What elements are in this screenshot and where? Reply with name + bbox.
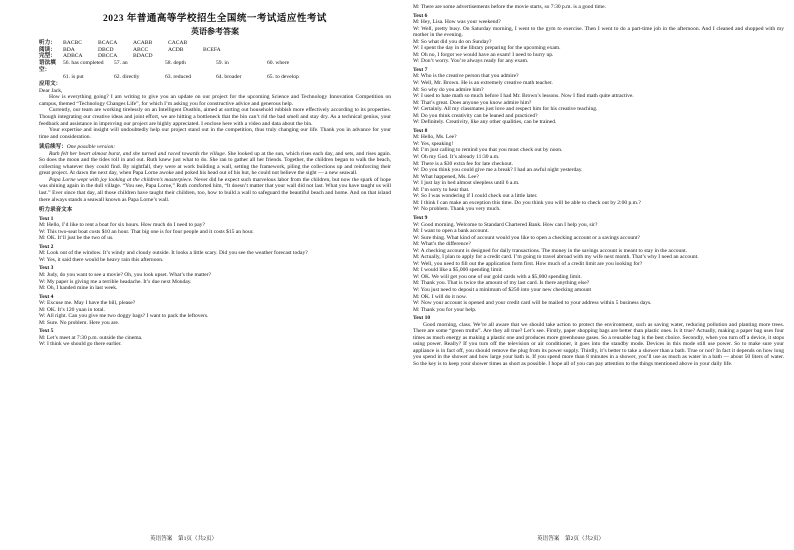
- fill-answer: 58. depth: [165, 60, 186, 67]
- transcript-line: M: What’s the difference?: [413, 241, 471, 248]
- transcript-heading: Text 3: [39, 265, 54, 272]
- transcript-heading: Text 8: [413, 127, 428, 134]
- transcript-line: M: Thank you. That is twice the amount of my last card. Is there anything else?: [413, 280, 590, 287]
- transcript-line: M: What happened, Ms. Lee?: [413, 173, 479, 180]
- transcript-line: M: OK. I will do it now.: [413, 293, 467, 300]
- fill-answer: 56. has completed: [63, 60, 104, 67]
- transcript-line: M: Thank you for your help.: [413, 306, 477, 313]
- answer-cell: DBCD: [98, 46, 114, 53]
- answer-row-label: 听力：: [39, 40, 56, 46]
- transcript-line: M: Let’s meet at 7:30 p.m. outside the cinema.: [39, 334, 143, 341]
- transcript-line: M: Do you think creativity can be leaned and practiced?: [413, 112, 538, 119]
- transcript-line: M: Sure. No problem. Here you are.: [39, 319, 120, 326]
- transcript-line: M: Judy, do you want to see a movie? Oh, you look upset. What’s the matter?: [39, 271, 212, 278]
- fill-answer: 62. directly: [114, 73, 140, 80]
- answer-cell: ACDB: [168, 46, 184, 53]
- transcript-line: W: Definitely. Creativity, like any other qualities, can be trained.: [413, 119, 557, 126]
- transcript-heading: Text 10: [413, 315, 431, 322]
- story-paragraph: [39, 151, 391, 177]
- fill-spacer: [39, 74, 63, 81]
- transcript-line: W: Well, you need to fill out the application form first. How much of a credit limit are you looking for?: [413, 260, 643, 267]
- answer-cell: BDACD: [133, 53, 153, 60]
- writing-label: 应用文：: [39, 81, 62, 88]
- transcript-heading: Text 5: [39, 328, 54, 335]
- transcript-heading: Text 9: [413, 214, 428, 221]
- transcript-line: W: Don’t worry. You’re always ready for any exam.: [413, 58, 529, 65]
- left-transcripts: [39, 216, 391, 348]
- transcript-line: W: OK. We will get you one of our gold cards with a $5,000 spending limit.: [413, 273, 582, 280]
- answer-cell: CACAB: [168, 40, 188, 46]
- fill-answer: 63. reduced: [165, 73, 192, 80]
- transcript-line: M: There are some advertisements before the movie starts, so 7:30 p.m. is a good time.: [413, 4, 606, 10]
- fill-answer: 57. an: [114, 60, 128, 67]
- transcript-line: W: I spent the day in the library preparing for the upcoming exam.: [413, 45, 561, 52]
- text10-paragraph: Good morning, class. We’re all aware that we should take action to protect the environment, such as saving water, reducing pollution and planting more trees. There are some “green truths”. Are they all true? Let’s see. Firstly, paper shopping bags are better than plastic ones. Is it true? Actually, making a paper bag uses four times as much energy as making a plastic one and produces more greenhouse gases. So a reusable bag is the best choice. Secondly, when you turn off a device, it stops using power. Really? If you turn off the television or air conditioner, it goes into the standby mode. Devices in this mode still use power. So to make sure your appliance is in fact off, you should remove the plug from its power supply. Thirdly, it’s better to take a shower than a bath. True or not? In fact it depends on how long you spend in the shower and how large your bath is. If you spend more than 8 minutes in a shower, you’ll use as much as water in a bath — about 50 liters of water. So the key is to keep your shower times as short as possible. I hope all of you can pay attention to the things mentioned above in your daily life.: [413, 321, 784, 367]
- transcript-line: M: So why do you admire him?: [413, 86, 484, 93]
- transcript-heading: Text 2: [39, 243, 54, 250]
- answer-cell: ABCC: [133, 46, 149, 53]
- transcript-line: M: I’m sorry to hear that.: [413, 186, 470, 193]
- transcript-line: M: Hey, Lisa. How was your weekend?: [413, 19, 501, 26]
- letter-greeting: Dear Jack,: [39, 87, 63, 94]
- fill-answer: 60. where: [267, 60, 290, 67]
- transcript-line: M: That’s great. Does anyone you know admire him?: [413, 99, 532, 106]
- answer-cell: ADBCA: [63, 53, 83, 60]
- answer-cell: ACABB: [133, 40, 153, 46]
- answer-cell: BCACA: [98, 40, 118, 46]
- transcript-line: M: I want to open a bank account.: [413, 228, 489, 235]
- transcript-line: W: Good morning. Welcome to Standard Chartered Bank. How can I help you, sir?: [413, 221, 598, 228]
- transcript-line: M: Hello, Ms. Lee?: [413, 134, 457, 141]
- transcript-heading: Text 6: [413, 12, 428, 19]
- answer-cell: BACBC: [63, 40, 82, 46]
- letter-paragraph: Currently, our team are working tirelessly on an Intelligent Dustbin, aimed at sorting out household rubbish more effectively according to its properties. Though integrating our creative ideas and joint effort, we are hitting a bottleneck that the bin can’t rid the bad smell and stay dry. As a technical genius, your feedback and assistance in improving our project are highly appreciated. I enclose here with a video and data about the bin.: [39, 107, 391, 127]
- transcript-line: W: Yes, it said there would be heavy rain this afternoon.: [39, 256, 164, 263]
- letter-paragraph: Your expertise and insight will undoubtedly help our project stand out in the competition, thus truly changing our life. Thank you in advance for your time and consideration.: [39, 127, 391, 140]
- story-lead-sentence: Ruth felt her heart almost burst, and she turned and raced towards the village.: [49, 150, 227, 157]
- continuation-label: 读后续写：: [39, 144, 67, 151]
- transcript-line: M: I would like a $5,000 spending limit.: [413, 267, 503, 274]
- transcript-line: W: Oh my God. It’s already 11:30 a.m.: [413, 154, 500, 161]
- transcript-line: W: Well, Mr. Brown. He is an extremely creative math teacher.: [413, 80, 553, 87]
- transcript-line: W: No problem. Thank you very much.: [413, 206, 501, 213]
- transcript-line: W: Yes, speaking!: [413, 140, 454, 147]
- transcript-line: W: Sure thing. What kind of account would you like to open a checking account or a savings account?: [413, 234, 640, 241]
- page-footer-1: 英语答案 第1页（共2页）: [150, 536, 218, 542]
- transcript-line: W: You just need to deposit a minimum of $250 into your new checking amount: [413, 286, 592, 293]
- transcript-line: W: My paper is giving me a terrible headache. It’s due next Monday.: [39, 278, 192, 285]
- page-footer-2: 英语答案 第2页（共2页）: [537, 536, 605, 542]
- transcript-line: M: I think I can make an exception this time. Do you think you will be able to check out by 2:00 p.m.?: [413, 199, 641, 206]
- transcript-line: M: Oh, I handed mine in last week.: [39, 285, 118, 292]
- transcript-line: W: Excuse me. May I have the bill, please?: [39, 300, 136, 307]
- continuation-sub: One possible version:: [66, 144, 116, 151]
- answer-cell: DBCCA: [98, 53, 118, 60]
- fill-answer: 59. in: [216, 60, 229, 67]
- fill-answer: 65. to develop: [267, 73, 299, 80]
- story-text: Never did he expect such marvelous labor from the children, but now the spark of hope was shining again in the dull village. “You see, Papa Lorne,” Ruth comforted him, “It doesn’t matter that your wall did not last. What you have taught us will last.” Ever since that day, all those children have taught their children, too, how to build a wall to safeguard the beautiful beach and home. And on that island there always stands a seawall known as Papa Lorne’s wall.: [39, 176, 391, 203]
- answer-grid: [39, 40, 391, 60]
- transcript-line: W: Certainly. All my classmates just love and respect him for his creative teaching.: [413, 106, 598, 113]
- fill-answer: 61. is put: [63, 73, 84, 80]
- transcript-heading: Text 7: [413, 66, 428, 73]
- transcript-heading: Text 1: [39, 215, 54, 222]
- fill-label: 语法填空：: [39, 60, 56, 73]
- answer-key-subtitle: 英语参考答案: [191, 27, 239, 36]
- letter-body: [39, 94, 391, 140]
- transcript-line: W: I used to hate math so much before I had Mr. Brown’s lessons. Now I find math quite attractive.: [413, 93, 634, 100]
- transcript-line: W: Now your account is opened and your credit card will be mailed to your address within 5 business days.: [413, 300, 652, 307]
- answer-row: [39, 40, 391, 47]
- transcript-line: M: Look out of the window. It’s windy and cloudy outside. It looks a little scary. Did you see the weather forecast today?: [39, 250, 308, 257]
- answer-row-label: 完型：: [39, 53, 56, 60]
- transcript-line: M: OK. It’ll just be the two of us.: [39, 235, 114, 242]
- fill-row-2: [39, 74, 391, 81]
- answer-row: [39, 47, 391, 54]
- story-body: [39, 151, 391, 203]
- transcript-line: M: Hello, I’d like to rent a boat for six hours. How much do I need to pay?: [39, 222, 205, 229]
- answer-cell: BDA: [63, 46, 75, 53]
- transcript-line: M: Actually, I plan to apply for a credit card. I’m going to travel abroad with my wife next month. That’s why I need an account.: [413, 254, 699, 261]
- answer-row-label: 阅读：: [39, 46, 56, 53]
- transcript-line: M: Oh no, I forgot we would have an exam! I need to hurry up.: [413, 51, 554, 58]
- transcript-line: W: Do you think you could give me a break? I had an awful night yesterday.: [413, 167, 583, 174]
- transcript-line: M: There is a $30 extra fee for late checkout.: [413, 160, 514, 167]
- right-transcripts: [413, 13, 784, 322]
- transcript-line: M: Who is the creative person that you admire?: [413, 73, 519, 80]
- letter-paragraph: How is everything going? I am writing to give you an update on our project for the upcoming Science and Technology Innovation Competition on campus, themed “Technology Changes Life”, for which I’m asking you for constructive advice and generous help.: [39, 94, 391, 107]
- transcript-line: W: A checking account is designed for daily transactions. The money in the savings account is meant to stay in the account.: [413, 247, 688, 254]
- fill-row-1: [39, 60, 391, 73]
- story-paragraph: [39, 177, 391, 203]
- answer-row: [39, 53, 391, 60]
- transcript-line: W: I think we should go there earlier.: [39, 341, 122, 348]
- transcript-line: W: So I was wondering if I could check out a little later.: [413, 193, 538, 200]
- transcript-line: M: OK. It’s 120 yuan in total.: [39, 306, 105, 313]
- transcript-heading: Text 4: [39, 293, 54, 300]
- transcript-line: M: I’m just calling to remind you that you must check out by noon.: [413, 147, 563, 154]
- transcript-line: M: So what did you do on Sunday?: [413, 38, 492, 45]
- answer-cell: BCEFA: [203, 46, 221, 53]
- transcript-line: W: I just lay in bed almost sleepless until 6 a.m.: [413, 180, 520, 187]
- story-lead-sentence: Papa Lorne wept with joy looking at the children’s masterpiece.: [49, 176, 193, 183]
- fill-answer: 64. broader: [216, 73, 242, 80]
- transcript-line: W: This two-seat boat costs $10 an hour. That big one is for four people and it costs $15 an hour.: [39, 228, 254, 235]
- transcript-line: W: Well, pretty busy. On Saturday morning, I went to the gym to exercise. Then I went to do a part-time job in the afternoon. And I cleaned and shopped with my mother in the evening.: [413, 25, 784, 39]
- transcript-label: 听力录音文本: [39, 207, 73, 214]
- page-right: [397, 0, 794, 550]
- exam-title: 2023 年普通高等学校招生全国统一考试适应性考试: [103, 14, 327, 24]
- transcript-line: W: All right. Can you give me two doggy bags? I want to pack the leftovers.: [39, 313, 209, 320]
- right-intro: [413, 4, 784, 11]
- story-text: She looked up at the sun, which rises each day, and sets, and rises again. So does the moon and the tides roll in and out. Ruth knew just what to do. She ran to gather all her friends. Together, the children began to walk the beach, collecting whatever they could find. By nightfall, they were at work building a wall, setting the framework, piling the collections up and reinforcing their great project. At dawn the next day, when Papa Lorne awoke and poked his head out of his hut, he could not believe the sight — a new seawall.: [39, 150, 391, 177]
